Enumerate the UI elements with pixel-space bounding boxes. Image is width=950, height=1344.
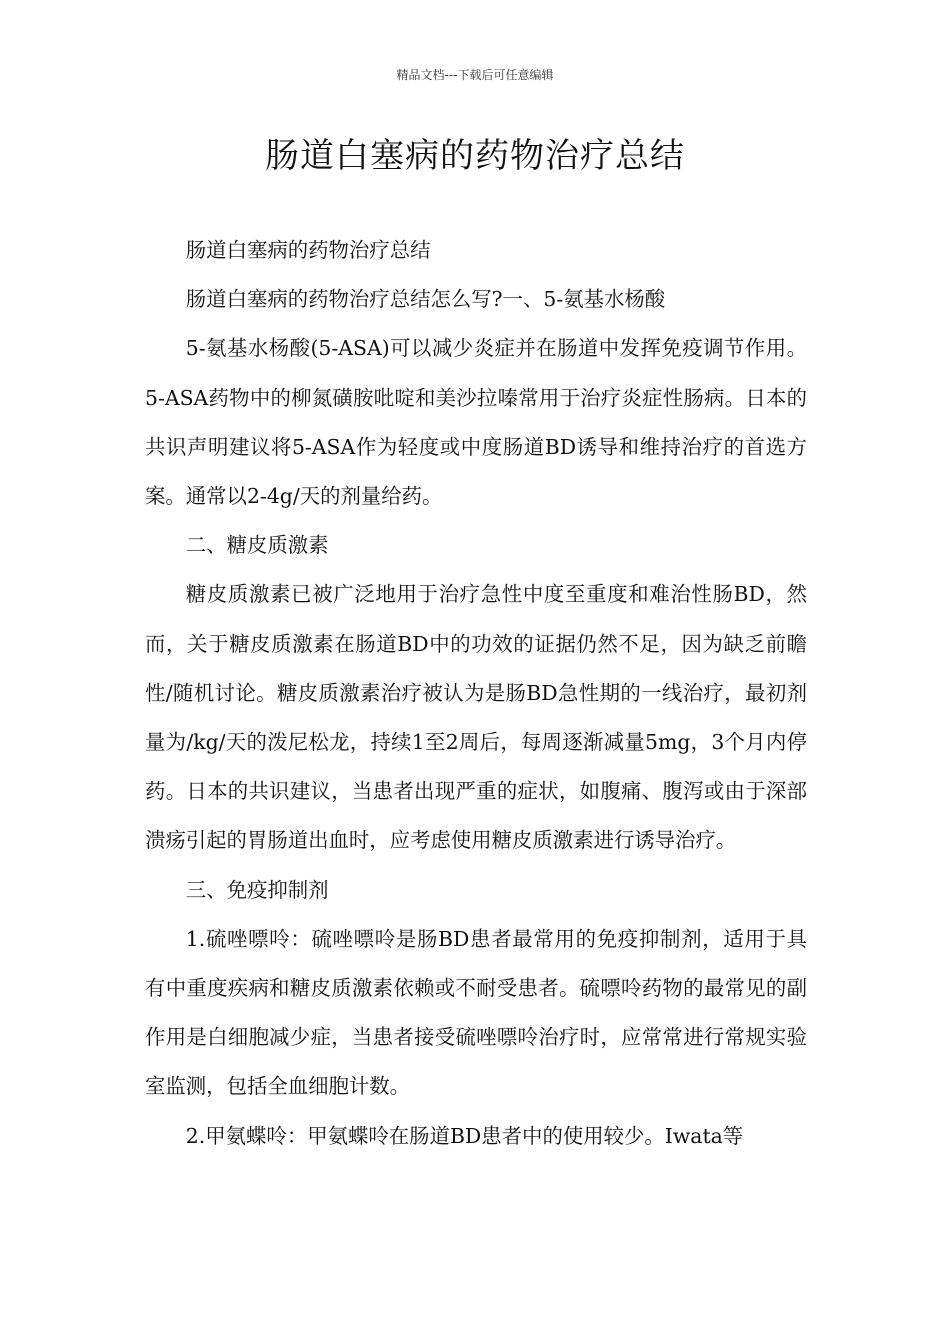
header-note: 精品文档---下载后可任意编辑 [396,68,554,82]
paragraph-section-2-heading: 二、糖皮质激素 [185,533,329,558]
paragraph-section-1-heading: 肠道白塞病的药物治疗总结怎么写?一、5-氨基水杨酸 [185,287,666,312]
document-title: 肠道白塞病的药物治疗总结 [265,136,685,176]
paragraph-azathioprine: 1.硫唑嘌呤：硫唑嘌呤是肠BD患者最常用的免疫抑制剂，适用于具有中重度疾病和糖皮质激素依赖或不耐受患者。硫嘌呤药物的最常见的副作用是白细胞减少症，当患者接受硫唑嘌呤治疗时，应常常进行常规实验室监测，包括全血细胞计数。 [145,926,807,1099]
paragraph-section-3-heading: 三、免疫抑制剂 [185,877,329,902]
paragraph-subtitle: 肠道白塞病的药物治疗总结 [185,238,431,262]
document-body [145,226,807,1161]
paragraph-methotrexate: 2.甲氨蝶呤：甲氨蝶呤在肠道BD患者中的使用较少。Iwata等 [185,1123,744,1148]
paragraph-5-asa: 5-氨基水杨酸(5-ASA)可以减少炎症并在肠道中发挥免疫调节作用。5-ASA药物中的柳氮磺胺吡啶和美沙拉嗪常用于治疗炎症性肠病。日本的共识声明建议将5-ASA作为轻度或中度肠道BD诱导和维持治疗的首选方案。通常以2-4g/天的剂量给药。 [145,336,807,509]
paragraph-glucocorticoids: 糖皮质激素已被广泛地用于治疗急性中度至重度和难治性肠BD，然而，关于糖皮质激素在肠道BD中的功效的证据仍然不足，因为缺乏前瞻性/随机讨论。糖皮质激素治疗被认为是肠BD急性期的一线治疗，最初剂量为/kg/天的泼尼松龙，持续1至2周后，每周逐渐减量5mg，3个月内停药。日本的共识建议，当患者出现严重的症状，如腹痛、腹泻或由于深部溃疡引起的胃肠道出血时，应考虑使用糖皮质激素进行诱导治疗。 [145,582,807,853]
